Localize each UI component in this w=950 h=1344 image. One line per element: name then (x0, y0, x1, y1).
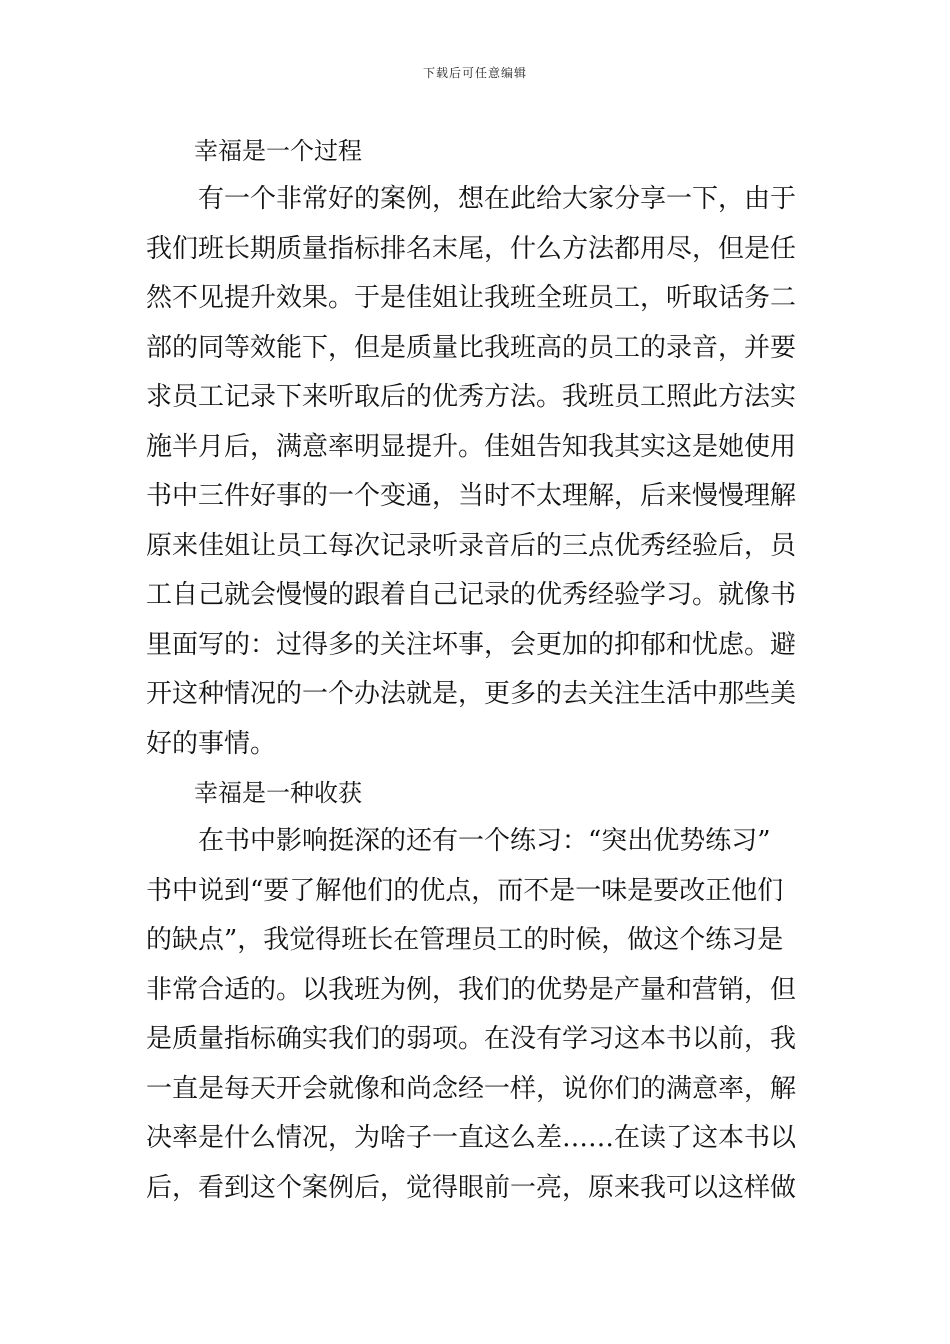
paragraph-line: 的缺点”，我觉得班长在管理员工的时候，做这个练习是 (146, 925, 784, 955)
document-body (146, 127, 806, 1213)
paragraph-line: 里面写的：过得多的关注坏事，会更加的抑郁和忧虑。避 (146, 629, 797, 660)
page-header: 下载后可任意编辑 (422, 66, 527, 80)
paragraph-line: 然不见提升效果。于是佳姐让我班全班员工，听取话务二 (146, 283, 797, 313)
section-body-process (146, 175, 806, 769)
paragraph-line: 原来佳姐让员工每次记录听录音后的三点优秀经验后，员 (146, 530, 797, 561)
paragraph-line: 决率是什么情况，为啥子一直这么差……在读了这本书以 (146, 1123, 797, 1153)
paragraph-line: 部的同等效能下，但是质量比我班高的员工的录音，并要 (146, 332, 797, 363)
paragraph-line: 我们班长期质量指标排名末尾，什么方法都用尽，但是任 (146, 233, 797, 264)
section-heading-process: 幸福是一个过程 (194, 137, 362, 165)
paragraph-line: 一直是每天开会就像和尚念经一样，说你们的满意率，解 (146, 1073, 797, 1104)
section-body-harvest (146, 817, 806, 1213)
paragraph-line: 求员工记录下来听取后的优秀方法。我班员工照此方法实 (146, 382, 797, 412)
paragraph-line: 好的事情。 (146, 728, 277, 759)
section-heading-harvest: 幸福是一种收获 (194, 779, 362, 807)
paragraph-line: 后，看到这个案例后，觉得眼前一亮，原来我可以这样做 (146, 1172, 797, 1203)
paragraph-line: 是质量指标确实我们的弱项。在没有学习这本书以前，我 (146, 1024, 797, 1054)
paragraph-line: 书中说到“要了解他们的优点，而不是一味是要改正他们 (146, 875, 784, 906)
paragraph-line: 在书中影响挺深的还有一个练习：“突出优势练习” (198, 826, 771, 856)
paragraph-line: 非常合适的。以我班为例，我们的优势是产量和营销，但 (146, 974, 797, 1005)
paragraph-line: 有一个非常好的案例，想在此给大家分享一下，由于 (198, 184, 797, 214)
paragraph-line: 书中三件好事的一个变通，当时不太理解，后来慢慢理解 (146, 481, 797, 511)
paragraph-line: 施半月后，满意率明显提升。佳姐告知我其实这是她使用 (146, 431, 797, 462)
paragraph-line: 开这种情况的一个办法就是，更多的去关注生活中那些美 (146, 679, 797, 709)
paragraph-line: 工自己就会慢慢的跟着自己记录的优秀经验学习。就像书 (146, 580, 797, 610)
